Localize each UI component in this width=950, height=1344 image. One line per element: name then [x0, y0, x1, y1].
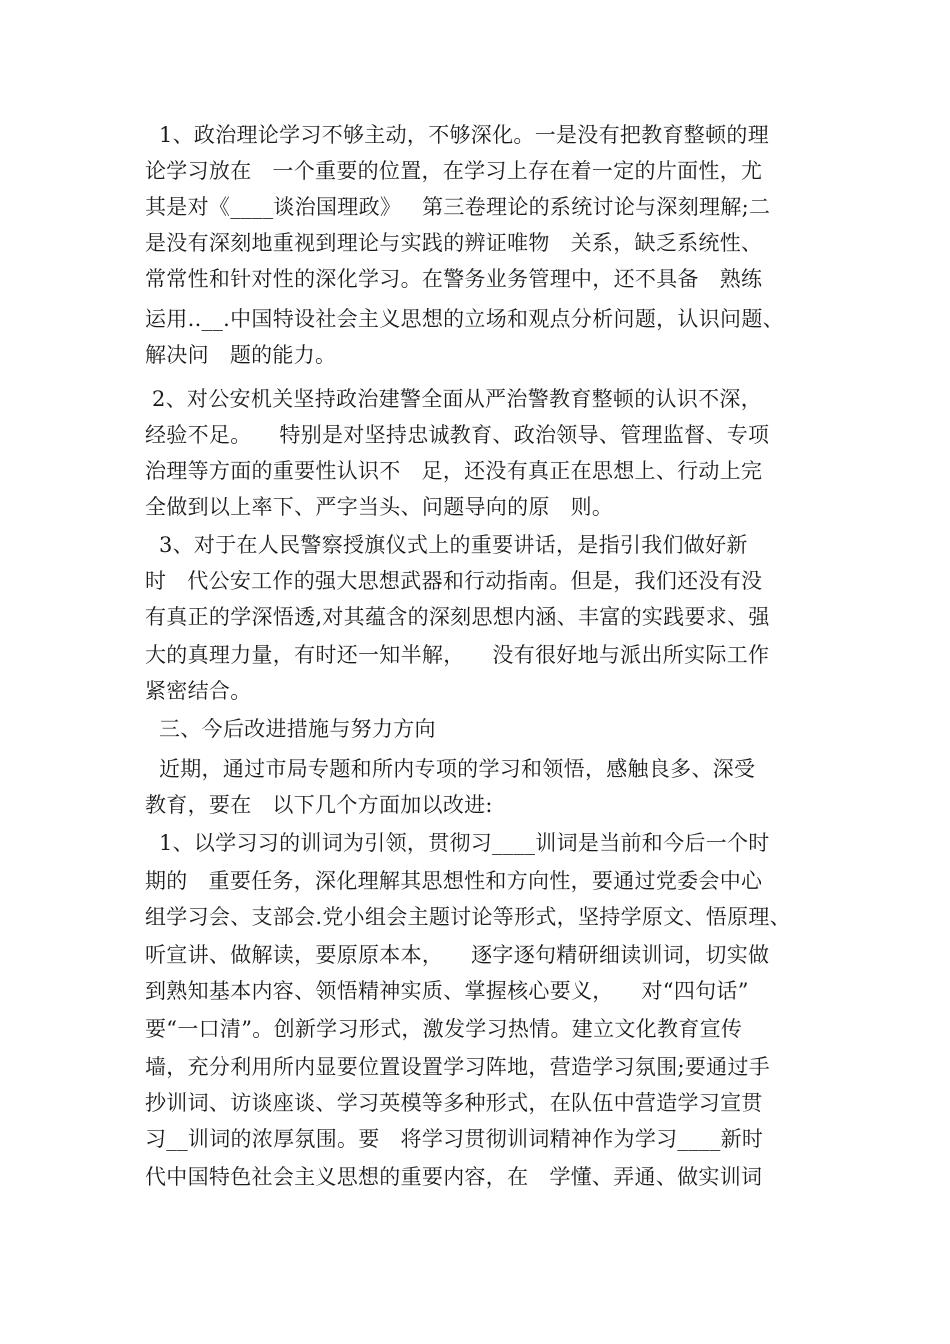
text-line: 1、以学习习的训词为引领，贯彻习____训词是当前和今后一个时 — [145, 831, 770, 855]
text-line: 解决问 题的能力。 — [145, 343, 337, 367]
text-line: 经验不足。 特别是对坚持忠诚教育、政治领导、管理监督、专项 — [145, 423, 770, 447]
text-line: 常常性和针对性的深化学习。在警务业务管理中，还不具备 熟练 — [145, 267, 763, 291]
text-line: 论学习放在 一个重要的位置，在学习上存在着一定的片面性，尤 — [145, 159, 763, 183]
text-line: 大的真理力量，有时还一知半解， 没有很好地与派出所实际工作 — [145, 643, 770, 667]
text-line: 紧密结合。 — [145, 679, 252, 703]
text-line: 教育，要在 以下几个方面加以改进: — [145, 793, 493, 817]
text-line: 组学习会、支部会.党小组会主题讨论等形式，坚持学原文、悟原理、 — [145, 905, 791, 929]
text-line: 有真正的学深悟透,对其蕴含的深刻思想内涵、丰富的实践要求、强 — [145, 605, 770, 629]
text-line: 要“一口清”。创新学习形式，激发学习热情。建立文化教育宣传 — [145, 1017, 743, 1041]
text-line: 治理等方面的重要性认识不 足，还没有真正在思想上、行动上完 — [145, 459, 763, 483]
text-line: 2、对公安机关坚持政治建警全面从严治警教育整顿的认识不深， — [145, 387, 763, 411]
text-line: 习__训词的浓厚氛围。要 将学习贯彻训词精神作为学习____新时 — [145, 1127, 764, 1151]
section-heading: 三、今后改进措施与努力方向 — [145, 717, 436, 741]
text-line: 抄训词、访谈座谈、学习英模等多种形式，在队伍中营造学习宣贯 — [145, 1091, 763, 1115]
text-line: 是没有深刻地重视到理论与实践的辨证唯物 关系，缺乏系统性、 — [145, 231, 763, 255]
text-line: 3、对于在人民警察授旗仪式上的重要讲话，是指引我们做好新 — [145, 533, 748, 557]
text-line: 期的 重要任务，深化理解其思想性和方向性，要通过党委会中心 — [145, 869, 763, 893]
text-line: 到熟知基本内容、领悟精神实质、掌握核心要义， 对“四句话” — [145, 979, 749, 1003]
text-line: 全做到以上率下、严字当头、问题导向的原 则。 — [145, 495, 614, 519]
text-line: 代中国特色社会主义思想的重要内容，在 学懂、弄通、做实训词 — [145, 1165, 763, 1189]
text-line: 近期，通过市局专题和所内专项的学习和领悟，感触良多、深受 — [145, 757, 756, 781]
text-line: 时 代公安工作的强大思想武器和行动指南。但是，我们还没有没 — [145, 569, 763, 593]
text-line: 听宣讲、做解读，要原原本本， 逐字逐句精研细读训词，切实做 — [145, 943, 770, 967]
text-line: 其是对《____谈治国理政》 第三卷理论的系统讨论与深刻理解;二 — [145, 195, 771, 219]
text-line: 墙，充分利用所内显要位置设置学习阵地，营造学习氛围;要通过手 — [145, 1055, 771, 1079]
text-line: 1、政治理论学习不够主动，不够深化。一是没有把教育整顿的理 — [145, 123, 770, 147]
text-line: 运用..__.中国特设社会主义思想的立场和观点分析问题，认识问题、 — [145, 307, 784, 331]
